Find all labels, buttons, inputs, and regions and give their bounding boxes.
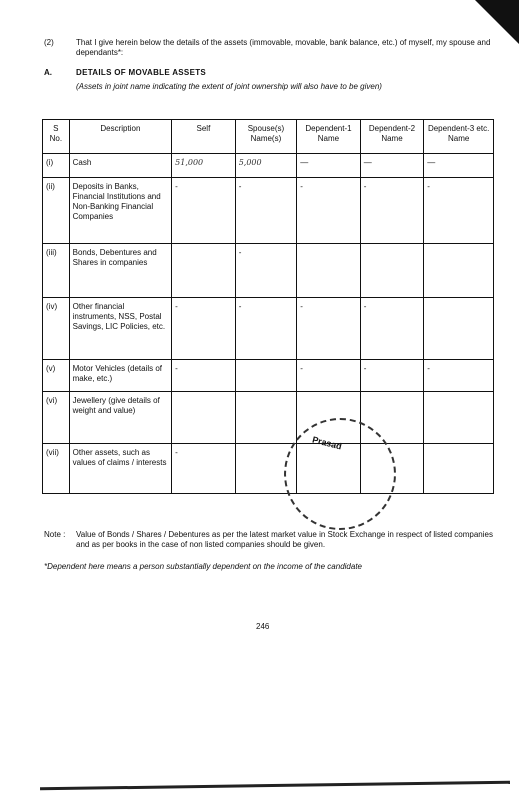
stamp-text: Prasad bbox=[311, 434, 343, 452]
row-dependent-3: — bbox=[424, 154, 494, 178]
table-header-row bbox=[43, 120, 494, 154]
row-self bbox=[172, 244, 236, 298]
table-row bbox=[43, 154, 494, 178]
header-self: Self bbox=[172, 120, 236, 154]
row-spouse: 5,000 bbox=[235, 154, 297, 178]
section-letter: A. bbox=[44, 68, 52, 77]
section-title: DETAILS OF MOVABLE ASSETS bbox=[76, 68, 207, 77]
section-subtitle: (Assets in joint name indicating the extent of joint ownership will also have to be given) bbox=[76, 82, 382, 91]
header-sno: S No. bbox=[43, 120, 70, 154]
intro-number: (2) bbox=[44, 38, 54, 47]
row-sno: (vi) bbox=[43, 392, 70, 444]
row-dependent-3 bbox=[424, 298, 494, 360]
row-spouse bbox=[235, 392, 297, 444]
bottom-scan-edge bbox=[40, 781, 510, 791]
row-spouse bbox=[235, 360, 297, 392]
row-dependent-1: - bbox=[297, 360, 361, 392]
row-dependent-3 bbox=[424, 244, 494, 298]
header-description: Description bbox=[69, 120, 172, 154]
footnote: *Dependent here means a person substantially dependent on the income of the candidate bbox=[44, 562, 362, 571]
header-spouse: Spouse(s) Name(s) bbox=[235, 120, 297, 154]
row-description: Bonds, Debentures and Shares in companies bbox=[69, 244, 172, 298]
table-row bbox=[43, 444, 494, 494]
table-row bbox=[43, 360, 494, 392]
row-dependent-3 bbox=[424, 444, 494, 494]
row-dependent-2: - bbox=[360, 178, 424, 244]
row-sno: (iii) bbox=[43, 244, 70, 298]
header-dependent-2: Dependent-2 Name bbox=[360, 120, 424, 154]
row-dependent-1: - bbox=[297, 178, 361, 244]
row-self: - bbox=[172, 298, 236, 360]
row-dependent-1 bbox=[297, 244, 361, 298]
row-spouse: - bbox=[235, 244, 297, 298]
row-self: - bbox=[172, 360, 236, 392]
row-sno: (vii) bbox=[43, 444, 70, 494]
table-row bbox=[43, 298, 494, 360]
row-self bbox=[172, 392, 236, 444]
row-sno: (ii) bbox=[43, 178, 70, 244]
header-dependent-3: Dependent-3 etc. Name bbox=[424, 120, 494, 154]
row-dependent-2: - bbox=[360, 360, 424, 392]
official-seal-stamp bbox=[284, 418, 396, 530]
row-spouse: - bbox=[235, 298, 297, 360]
row-spouse: - bbox=[235, 178, 297, 244]
row-sno: (iv) bbox=[43, 298, 70, 360]
row-description: Cash bbox=[69, 154, 172, 178]
row-dependent-2: - bbox=[360, 298, 424, 360]
row-dependent-3: - bbox=[424, 178, 494, 244]
row-dependent-3: - bbox=[424, 360, 494, 392]
row-description: Other financial instruments, NSS, Postal Savings, LIC Policies, etc. bbox=[69, 298, 172, 360]
note-text: Value of Bonds / Shares / Debentures as per the latest market value in Stock Exchange in respect of listed companies and as per books in the case of non listed companies should be given. bbox=[76, 530, 493, 549]
intro-text: That I give herein below the details of the assets (immovable, movable, bank balance, etc.) of myself, my spouse and dependants*: bbox=[76, 38, 491, 57]
table-row bbox=[43, 244, 494, 298]
row-self: 51,000 bbox=[172, 154, 236, 178]
row-dependent-1: - bbox=[297, 298, 361, 360]
row-sno: (v) bbox=[43, 360, 70, 392]
row-dependent-2 bbox=[360, 244, 424, 298]
row-description: Other assets, such as values of claims / interests bbox=[69, 444, 172, 494]
note-label: Note : bbox=[44, 530, 66, 539]
row-dependent-1: — bbox=[297, 154, 361, 178]
table-row bbox=[43, 392, 494, 444]
movable-assets-table bbox=[42, 119, 494, 494]
row-self: - bbox=[172, 444, 236, 494]
table-row bbox=[43, 178, 494, 244]
header-dependent-1: Dependent-1 Name bbox=[297, 120, 361, 154]
row-self: - bbox=[172, 178, 236, 244]
page-number: 246 bbox=[256, 622, 270, 631]
row-description: Jewellery (give details of weight and value) bbox=[69, 392, 172, 444]
row-description: Deposits in Banks, Financial Institutions and Non-Banking Financial Companies bbox=[69, 178, 172, 244]
row-sno: (i) bbox=[43, 154, 70, 178]
row-dependent-3 bbox=[424, 392, 494, 444]
row-dependent-2: — bbox=[360, 154, 424, 178]
row-description: Motor Vehicles (details of make, etc.) bbox=[69, 360, 172, 392]
